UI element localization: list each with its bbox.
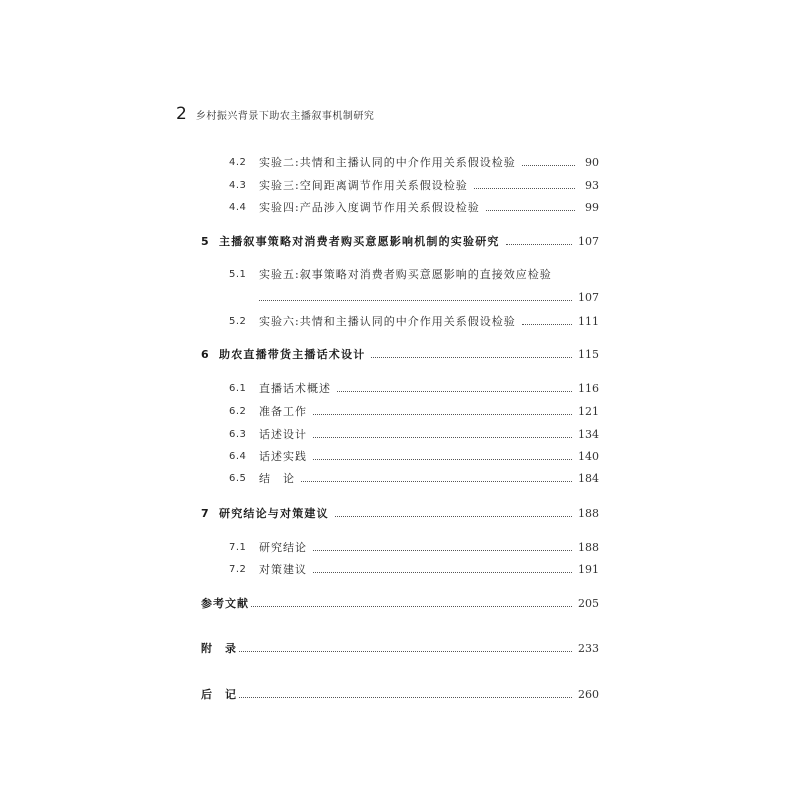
toc-chapter-7[interactable] [201,505,599,521]
page-ref: 107 [578,290,599,304]
section-title: 实验三:空间距离调节作用关系假设检验 [259,179,468,192]
section-title: 对策建议 [259,563,307,576]
page-ref: 93 [585,178,599,192]
toc-entry-5-1[interactable] [229,266,599,282]
appendix-title: 附 录 [201,642,237,655]
dot-leader [313,572,572,573]
page-ref: 115 [578,347,599,361]
dot-leader [313,459,572,460]
section-number: 6.3 [229,428,247,440]
dot-leader [313,414,572,415]
page-ref: 260 [578,687,599,701]
section-title: 研究结论 [259,541,307,554]
chapter-title: 助农直播带货主播话术设计 [219,348,366,361]
section-number: 6.5 [229,472,247,484]
running-title: 乡村振兴背景下助农主播叙事机制研究 [195,111,375,122]
section-title: 实验二:共情和主播认同的中介作用关系假设检验 [259,156,516,169]
dot-leader [301,481,572,482]
section-number: 5.1 [229,268,247,280]
postscript-title: 后 记 [201,688,237,701]
chapter-number: 7 [201,506,210,520]
chapter-title: 主播叙事策略对消费者购买意愿影响机制的实验研究 [219,235,500,248]
section-number: 6.2 [229,405,247,417]
toc-entry-5-2[interactable] [229,313,599,329]
toc-appendix[interactable] [201,640,599,656]
section-number: 7.1 [229,541,247,553]
dot-leader [251,606,572,607]
toc-entry-6-1[interactable] [229,380,599,396]
page-ref: 205 [578,596,599,610]
dot-leader [239,697,572,698]
page-number: 2 [176,104,187,124]
section-number: 6.1 [229,382,247,394]
references-title: 参考文献 [201,597,249,610]
page-ref: 99 [585,200,599,214]
toc-entry-7-1[interactable] [229,539,599,555]
toc-entry-6-2[interactable] [229,403,599,419]
dot-leader [522,324,572,325]
dot-leader [506,244,572,245]
toc-entry-4-2[interactable] [229,154,599,170]
section-title: 实验六:共情和主播认同的中介作用关系假设检验 [259,315,516,328]
section-number: 4.3 [229,179,247,191]
toc-entry-4-4[interactable] [229,199,599,215]
page-ref: 116 [578,381,599,395]
section-title: 直播话术概述 [259,382,331,395]
page-ref: 90 [585,155,599,169]
section-title: 话述实践 [259,450,307,463]
page-ref: 134 [578,427,599,441]
toc-entry-5-1-continuation[interactable] [259,289,599,305]
toc-entry-6-3[interactable] [229,426,599,442]
page-ref: 188 [578,506,599,520]
page-ref: 188 [578,540,599,554]
section-number: 5.2 [229,315,247,327]
page-ref: 191 [578,562,599,576]
toc-chapter-5[interactable] [201,233,599,249]
section-title: 结 论 [259,472,295,485]
dot-leader [239,651,572,652]
section-title: 话述设计 [259,428,307,441]
section-number: 4.4 [229,201,247,213]
toc-chapter-6[interactable] [201,346,599,362]
page-ref: 107 [578,234,599,248]
dot-leader [313,437,572,438]
section-title: 实验五:叙事策略对消费者购买意愿影响的直接效应检验 [259,268,552,281]
page-ref: 184 [578,471,599,485]
dot-leader [371,357,572,358]
toc-entry-6-5[interactable] [229,470,599,486]
toc-references[interactable] [201,595,599,611]
section-number: 4.2 [229,156,247,168]
page-ref: 111 [578,314,599,328]
dot-leader [313,550,572,551]
toc-entry-4-3[interactable] [229,177,599,193]
dot-leader [259,300,572,301]
chapter-number: 6 [201,347,210,361]
section-number: 7.2 [229,563,247,575]
section-title: 实验四:产品涉入度调节作用关系假设检验 [259,201,480,214]
toc-entry-7-2[interactable] [229,561,599,577]
page-ref: 121 [578,404,599,418]
page-ref: 140 [578,449,599,463]
dot-leader [335,516,572,517]
chapter-title: 研究结论与对策建议 [219,507,329,520]
toc-entry-6-4[interactable] [229,448,599,464]
chapter-number: 5 [201,234,210,248]
dot-leader [522,165,575,166]
dot-leader [486,210,575,211]
toc-postscript[interactable] [201,686,599,702]
section-title: 准备工作 [259,405,307,418]
section-number: 6.4 [229,450,247,462]
page-ref: 233 [578,641,599,655]
dot-leader [337,391,572,392]
dot-leader [474,188,575,189]
